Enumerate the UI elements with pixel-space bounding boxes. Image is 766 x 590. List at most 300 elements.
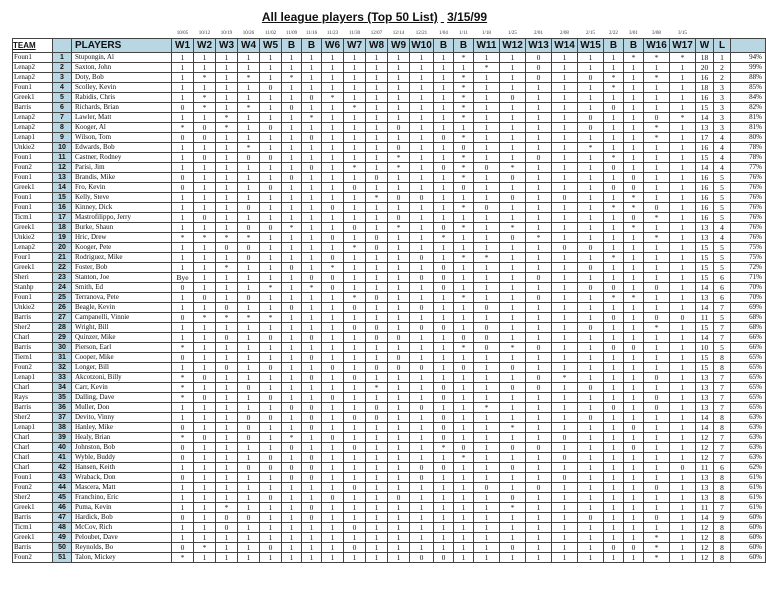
week-result-cell: 6 — [714, 283, 731, 293]
table-row — [13, 343, 766, 353]
rank-cell: 7 — [53, 113, 72, 123]
week-result-cell: 1 — [474, 453, 500, 463]
week-result-cell: 1 — [302, 153, 322, 163]
week-result-cell: 1 — [500, 293, 526, 303]
week-result-cell: 1 — [260, 553, 282, 563]
week-result-cell: 1 — [322, 243, 344, 253]
week-result-cell: 1 — [434, 403, 454, 413]
week-result-cell: * — [172, 433, 194, 443]
week-result-cell: * — [454, 163, 474, 173]
player-name-cell: Fro, Kevin — [72, 183, 172, 193]
week-result-cell: 1 — [578, 543, 604, 553]
week-result-cell: * — [366, 193, 388, 203]
player-name-cell: Burke, Shaun — [72, 223, 172, 233]
week-result-cell: 1 — [644, 253, 670, 263]
week-result-cell: 1 — [282, 213, 302, 223]
week-result-cell: 1 — [302, 363, 322, 373]
week-result-cell: 1 — [454, 503, 474, 513]
week-result-cell: 1 — [216, 203, 238, 213]
week-result-cell: 1 — [216, 373, 238, 383]
week-result-cell: 0 — [238, 413, 260, 423]
week-result-cell: 1 — [474, 223, 500, 233]
week-result-cell: 1 — [434, 293, 454, 303]
week-result-cell: 1 — [474, 523, 500, 533]
week-result-cell: 1 — [302, 293, 322, 303]
week-result-cell: 7 — [714, 393, 731, 403]
week-result-cell: 0 — [302, 353, 322, 363]
win-pct-cell: 76% — [731, 223, 766, 233]
week-result-cell: 1 — [526, 363, 552, 373]
week-result-cell: 1 — [644, 333, 670, 343]
week-result-cell: Bye — [172, 273, 194, 283]
week-result-cell: 1 — [578, 53, 604, 63]
week-result-cell: 1 — [344, 473, 366, 483]
team-cell: Foun1 — [13, 203, 53, 213]
week-result-cell: 1 — [302, 193, 322, 203]
week-result-cell: 13 — [696, 123, 714, 133]
rank-cell: 23 — [53, 273, 72, 283]
week-result-cell: 1 — [670, 133, 696, 143]
week-result-cell: 14 — [696, 113, 714, 123]
team-cell: Lenap2 — [13, 123, 53, 133]
table-row — [13, 353, 766, 363]
week-result-cell: 1 — [500, 123, 526, 133]
table-row — [13, 223, 766, 233]
week-column-header: W16 — [644, 39, 670, 53]
week-result-cell: 1 — [322, 443, 344, 453]
week-result-cell: 1 — [526, 83, 552, 93]
week-result-cell: 1 — [670, 73, 696, 83]
week-result-cell: 0 — [238, 153, 260, 163]
week-result-cell: 4 — [714, 163, 731, 173]
week-result-cell: 1 — [644, 273, 670, 283]
week-result-cell: 1 — [282, 453, 302, 463]
week-result-cell: 0 — [434, 133, 454, 143]
week-result-cell: 1 — [172, 533, 194, 543]
week-result-cell: 1 — [260, 213, 282, 223]
week-result-cell: 1 — [344, 363, 366, 373]
week-result-cell: 1 — [322, 373, 344, 383]
week-column-header: W2 — [194, 39, 216, 53]
week-result-cell: 1 — [670, 473, 696, 483]
week-result-cell: 1 — [670, 303, 696, 313]
week-date: 1/18 — [482, 31, 491, 36]
week-result-cell: 1 — [454, 213, 474, 223]
week-result-cell: 0 — [474, 323, 500, 333]
week-result-cell: 1 — [454, 543, 474, 553]
week-result-cell: * — [282, 73, 302, 83]
week-result-cell: 1 — [216, 463, 238, 473]
week-result-cell: * — [194, 233, 216, 243]
week-result-cell: 0 — [604, 163, 624, 173]
week-result-cell: 1 — [474, 103, 500, 113]
week-result-cell: 1 — [500, 73, 526, 83]
week-result-cell: 1 — [172, 483, 194, 493]
week-result-cell: 4 — [714, 223, 731, 233]
week-result-cell: 15 — [696, 253, 714, 263]
week-result-cell: 1 — [604, 63, 624, 73]
week-result-cell: 1 — [624, 153, 644, 163]
week-result-cell: 1 — [260, 403, 282, 413]
week-result-cell: 1 — [552, 503, 578, 513]
week-result-cell: 1 — [282, 363, 302, 373]
week-result-cell: 0 — [282, 403, 302, 413]
week-result-cell: 5 — [714, 253, 731, 263]
week-result-cell: 1 — [670, 523, 696, 533]
week-result-cell: 1 — [624, 463, 644, 473]
player-name-cell: Hric, Drew — [72, 233, 172, 243]
week-result-cell: 1 — [434, 63, 454, 73]
week-result-cell: 1 — [282, 533, 302, 543]
week-result-cell: * — [644, 123, 670, 133]
week-result-cell: 1 — [526, 423, 552, 433]
week-result-cell: 1 — [260, 203, 282, 213]
table-row — [13, 293, 766, 303]
win-pct-cell: 78% — [731, 153, 766, 163]
week-result-cell: 4 — [714, 153, 731, 163]
week-date: 1/11 — [459, 31, 468, 36]
week-result-cell: 1 — [410, 533, 434, 543]
team-cell: Greek1 — [13, 503, 53, 513]
player-name-cell: Wyble, Buddy — [72, 453, 172, 463]
week-result-cell: 0 — [322, 433, 344, 443]
week-result-cell: 0 — [322, 283, 344, 293]
week-result-cell: 0 — [238, 383, 260, 393]
week-result-cell: 1 — [260, 243, 282, 253]
week-result-cell: 0 — [216, 333, 238, 343]
week-result-cell: 1 — [474, 183, 500, 193]
week-result-cell: * — [216, 313, 238, 323]
week-result-cell: 1 — [500, 283, 526, 293]
week-result-cell: 1 — [388, 463, 410, 473]
week-result-cell: 1 — [500, 243, 526, 253]
week-result-cell: * — [454, 133, 474, 143]
week-result-cell: 0 — [216, 363, 238, 373]
week-result-cell: 1 — [172, 523, 194, 533]
week-result-cell: 0 — [474, 483, 500, 493]
week-result-cell: 1 — [194, 253, 216, 263]
week-result-cell: 0 — [260, 493, 282, 503]
week-result-cell: * — [454, 253, 474, 263]
rank-cell: 15 — [53, 193, 72, 203]
week-result-cell: 1 — [474, 153, 500, 163]
week-result-cell: 0 — [644, 373, 670, 383]
week-result-cell: 1 — [578, 103, 604, 113]
week-result-cell: 1 — [366, 423, 388, 433]
week-result-cell: 1 — [238, 213, 260, 223]
player-name-cell: Scolley, Kevin — [72, 83, 172, 93]
week-result-cell: 1 — [474, 443, 500, 453]
week-result-cell: 0 — [322, 253, 344, 263]
week-result-cell: 1 — [526, 433, 552, 443]
week-result-cell: 1 — [526, 223, 552, 233]
week-result-cell: 1 — [302, 323, 322, 333]
week-result-cell: 1 — [526, 303, 552, 313]
week-result-cell: * — [238, 313, 260, 323]
week-result-cell: 1 — [670, 213, 696, 223]
week-result-cell: 0 — [302, 273, 322, 283]
week-result-cell: 1 — [282, 323, 302, 333]
week-result-cell: 1 — [322, 223, 344, 233]
week-result-cell: 1 — [454, 423, 474, 433]
week-result-cell: 1 — [194, 343, 216, 353]
team-cell: Barris — [13, 513, 53, 523]
week-result-cell: 1 — [388, 313, 410, 323]
week-result-cell: 0 — [344, 443, 366, 453]
week-result-cell: 0 — [500, 493, 526, 503]
week-result-cell: 0 — [552, 433, 578, 443]
week-result-cell: 1 — [366, 373, 388, 383]
week-result-cell: 1 — [578, 173, 604, 183]
week-result-cell: 0 — [260, 153, 282, 163]
rank-cell: 36 — [53, 403, 72, 413]
week-result-cell: * — [172, 373, 194, 383]
week-result-cell: 1 — [388, 283, 410, 293]
week-result-cell: 1 — [500, 333, 526, 343]
table-row — [13, 543, 766, 553]
week-column-header: W14 — [552, 39, 578, 53]
week-result-cell: 1 — [388, 263, 410, 273]
win-pct-cell: 76% — [731, 213, 766, 223]
week-result-cell: 1 — [322, 153, 344, 163]
week-result-cell: 1 — [624, 113, 644, 123]
week-result-cell: * — [644, 323, 670, 333]
week-result-cell: 1 — [526, 353, 552, 363]
week-result-cell: 1 — [216, 133, 238, 143]
week-result-cell: 1 — [238, 403, 260, 413]
week-result-cell: 0 — [474, 203, 500, 213]
week-result-cell: 0 — [260, 363, 282, 373]
week-result-cell: 1 — [366, 353, 388, 363]
week-result-cell: 1 — [344, 53, 366, 63]
week-result-cell: 1 — [454, 63, 474, 73]
week-result-cell: 1 — [624, 533, 644, 543]
week-result-cell: 1 — [624, 163, 644, 173]
week-result-cell: 15 — [696, 353, 714, 363]
week-result-cell: 1 — [344, 333, 366, 343]
week-result-cell: 1 — [670, 293, 696, 303]
week-result-cell: 1 — [238, 193, 260, 203]
week-result-cell: 1 — [552, 223, 578, 233]
week-result-cell: 15 — [696, 153, 714, 163]
player-name-cell: Parisi, Jim — [72, 163, 172, 173]
win-pct-cell: 65% — [731, 373, 766, 383]
rank-cell: 5 — [53, 93, 72, 103]
week-result-cell: 1 — [322, 413, 344, 423]
player-name-cell: Mascera, Matt — [72, 483, 172, 493]
week-result-cell: 1 — [322, 473, 344, 483]
week-result-cell: 0 — [344, 303, 366, 313]
week-result-cell: 2 — [714, 63, 731, 73]
week-result-cell: 1 — [388, 83, 410, 93]
week-column-header: W — [696, 39, 714, 53]
week-result-cell: 1 — [624, 453, 644, 463]
week-result-cell: 1 — [216, 533, 238, 543]
week-result-cell: 1 — [500, 143, 526, 153]
table-row — [13, 273, 766, 283]
week-result-cell: 1 — [302, 253, 322, 263]
table-row — [13, 73, 766, 83]
week-result-cell: 1 — [260, 73, 282, 83]
rank-cell: 33 — [53, 373, 72, 383]
week-result-cell: 1 — [194, 493, 216, 503]
week-result-cell: 0 — [388, 353, 410, 363]
team-column-header: TEAM — [13, 39, 53, 53]
week-result-cell: 12 — [696, 443, 714, 453]
week-result-cell: 4 — [714, 133, 731, 143]
week-result-cell: 1 — [260, 163, 282, 173]
week-result-cell: 1 — [282, 513, 302, 523]
week-result-cell: 1 — [624, 513, 644, 523]
week-result-cell: 1 — [322, 163, 344, 173]
week-result-cell: 1 — [282, 493, 302, 503]
week-result-cell: 1 — [344, 93, 366, 103]
player-name-cell: Wilson, Tom — [72, 133, 172, 143]
team-cell: Lenap1 — [13, 423, 53, 433]
week-result-cell: 1 — [302, 543, 322, 553]
team-cell: Lenap2 — [13, 63, 53, 73]
week-result-cell: 1 — [322, 63, 344, 73]
week-result-cell: 1 — [454, 403, 474, 413]
week-result-cell: 1 — [526, 203, 552, 213]
week-result-cell: 1 — [474, 553, 500, 563]
week-result-cell: 1 — [388, 103, 410, 113]
table-row — [13, 383, 766, 393]
week-result-cell: 1 — [624, 243, 644, 253]
week-result-cell: 1 — [282, 283, 302, 293]
week-result-cell: 0 — [410, 553, 434, 563]
team-cell: Greek1 — [13, 183, 53, 193]
week-result-cell: 0 — [282, 103, 302, 113]
week-result-cell: 0 — [322, 493, 344, 503]
win-pct-cell: 78% — [731, 143, 766, 153]
week-result-cell: 1 — [410, 243, 434, 253]
week-result-cell: 1 — [366, 253, 388, 263]
win-pct-cell: 66% — [731, 343, 766, 353]
week-result-cell: 0 — [238, 423, 260, 433]
rank-cell: 4 — [53, 83, 72, 93]
week-date: 10/05 — [176, 31, 189, 36]
week-result-cell: 1 — [500, 453, 526, 463]
week-result-cell: 1 — [366, 503, 388, 513]
week-result-cell: 1 — [366, 183, 388, 193]
week-result-cell: 1 — [526, 323, 552, 333]
week-column-header: W10 — [411, 40, 432, 51]
week-result-cell: 1 — [552, 313, 578, 323]
week-result-cell: 14 — [696, 333, 714, 343]
week-result-cell: 1 — [454, 373, 474, 383]
week-result-cell: 1 — [366, 393, 388, 403]
week-result-cell: 1 — [366, 163, 388, 173]
week-result-cell: 1 — [172, 93, 194, 103]
week-result-cell: 1 — [216, 323, 238, 333]
week-result-cell: 1 — [624, 123, 644, 133]
week-result-cell: 1 — [552, 143, 578, 153]
week-result-cell: 0 — [624, 443, 644, 453]
week-result-cell: 0 — [322, 393, 344, 403]
week-result-cell: 1 — [366, 283, 388, 293]
week-result-cell: 1 — [260, 433, 282, 443]
week-result-cell: 0 — [644, 313, 670, 323]
week-result-cell: 1 — [434, 243, 454, 253]
win-pct-cell: 61% — [731, 473, 766, 483]
team-cell: Sher2 — [13, 413, 53, 423]
week-result-cell: 1 — [434, 73, 454, 83]
week-result-cell: 1 — [260, 473, 282, 483]
week-result-cell: 0 — [604, 403, 624, 413]
week-result-cell: * — [302, 113, 322, 123]
week-result-cell: 1 — [216, 493, 238, 503]
week-result-cell: 1 — [344, 63, 366, 73]
win-pct-cell: 82% — [731, 103, 766, 113]
week-result-cell: 1 — [410, 443, 434, 453]
week-result-cell: 1 — [434, 493, 454, 503]
week-result-cell: 1 — [434, 123, 454, 133]
week-result-cell: 1 — [604, 483, 624, 493]
week-result-cell: 1 — [302, 223, 322, 233]
week-result-cell: 1 — [454, 413, 474, 423]
week-result-cell: 1 — [410, 373, 434, 383]
week-result-cell: 1 — [552, 303, 578, 313]
week-result-cell: 1 — [474, 123, 500, 133]
week-result-cell: * — [172, 383, 194, 393]
team-cell: Foun1 — [13, 193, 53, 203]
win-pct-cell: 62% — [731, 463, 766, 473]
week-result-cell: 0 — [172, 513, 194, 523]
week-result-cell: 1 — [194, 193, 216, 203]
week-result-cell: 0 — [172, 133, 194, 143]
week-result-cell: 1 — [552, 113, 578, 123]
week-result-cell: 1 — [344, 493, 366, 503]
week-result-cell: 1 — [302, 303, 322, 313]
week-result-cell: 12 — [696, 433, 714, 443]
week-result-cell: * — [238, 143, 260, 153]
rank-cell: 31 — [53, 353, 72, 363]
week-result-cell: 1 — [500, 273, 526, 283]
week-result-cell: 1 — [216, 433, 238, 443]
week-result-cell: 1 — [302, 183, 322, 193]
week-result-cell: 1 — [624, 323, 644, 333]
week-result-cell: 0 — [454, 143, 474, 153]
week-result-cell: 0 — [624, 423, 644, 433]
table-row — [13, 403, 766, 413]
team-cell: Ticm1 — [13, 213, 53, 223]
week-result-cell: 1 — [604, 453, 624, 463]
week-result-cell: 1 — [454, 383, 474, 393]
week-result-cell: 1 — [194, 363, 216, 373]
rank-cell: 20 — [53, 243, 72, 253]
week-result-cell: 1 — [238, 83, 260, 93]
date-spacer — [731, 30, 766, 39]
week-result-cell: 1 — [302, 233, 322, 243]
week-result-cell: 1 — [474, 353, 500, 363]
week-result-cell: 0 — [216, 513, 238, 523]
week-result-cell: 1 — [644, 343, 670, 353]
week-result-cell: 1 — [302, 53, 322, 63]
team-cell: Greek1 — [13, 533, 53, 543]
week-column-header: B — [604, 39, 624, 53]
week-result-cell: 0 — [434, 553, 454, 563]
week-result-cell: 13 — [696, 233, 714, 243]
week-result-cell: 0 — [434, 423, 454, 433]
week-result-cell: 1 — [454, 243, 474, 253]
week-result-cell: 1 — [624, 553, 644, 563]
week-result-cell: 1 — [474, 313, 500, 323]
week-result-cell: 1 — [172, 303, 194, 313]
table-row — [13, 533, 766, 543]
win-pct-cell: 77% — [731, 163, 766, 173]
week-result-cell: 1 — [194, 263, 216, 273]
